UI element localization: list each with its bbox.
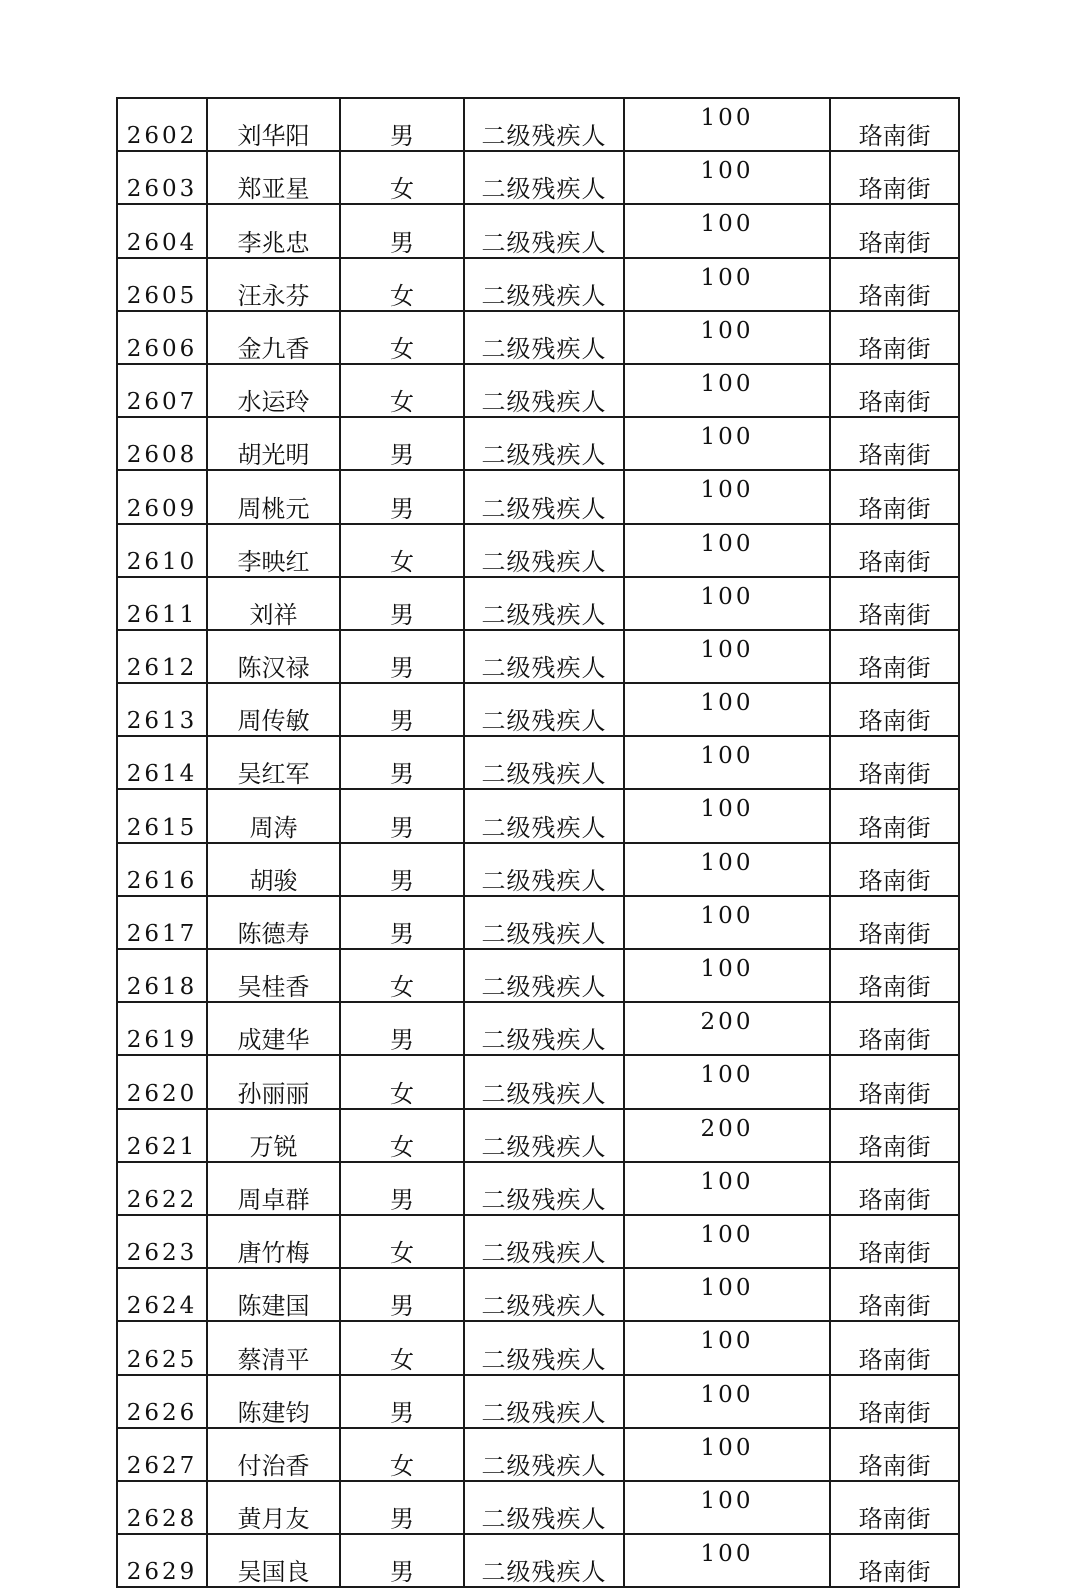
category-cell: 二级残疾人	[464, 311, 624, 364]
name-cell: 孙丽丽	[207, 1055, 340, 1108]
street-cell: 珞南街	[830, 1109, 959, 1162]
amount-cell: 100	[624, 1481, 830, 1534]
row-number-cell: 2622	[117, 1162, 207, 1215]
category-cell: 二级残疾人	[464, 1002, 624, 1055]
gender-cell: 女	[340, 258, 464, 311]
amount-cell: 100	[624, 1215, 830, 1268]
amount-cell: 100	[624, 736, 830, 789]
amount-cell: 100	[624, 577, 830, 630]
gender-cell: 男	[340, 683, 464, 736]
table-row	[117, 151, 959, 204]
category-cell: 二级残疾人	[464, 896, 624, 949]
category-cell: 二级残疾人	[464, 1109, 624, 1162]
table-row	[117, 1321, 959, 1374]
row-number-cell: 2616	[117, 843, 207, 896]
name-cell: 水运玲	[207, 364, 340, 417]
amount-cell: 100	[624, 258, 830, 311]
category-cell: 二级残疾人	[464, 470, 624, 523]
table-row	[117, 1055, 959, 1108]
category-cell: 二级残疾人	[464, 577, 624, 630]
row-number-cell: 2611	[117, 577, 207, 630]
gender-cell: 男	[340, 470, 464, 523]
name-cell: 李映红	[207, 524, 340, 577]
row-number-cell: 2618	[117, 949, 207, 1002]
gender-cell: 男	[340, 98, 464, 151]
gender-cell: 男	[340, 204, 464, 257]
amount-cell: 200	[624, 1002, 830, 1055]
name-cell: 胡光明	[207, 417, 340, 470]
row-number-cell: 2608	[117, 417, 207, 470]
name-cell: 吴国良	[207, 1534, 340, 1587]
row-number-cell: 2627	[117, 1428, 207, 1481]
row-number-cell: 2629	[117, 1534, 207, 1587]
name-cell: 郑亚星	[207, 151, 340, 204]
street-cell: 珞南街	[830, 577, 959, 630]
table-row	[117, 204, 959, 257]
amount-cell: 100	[624, 98, 830, 151]
row-number-cell: 2619	[117, 1002, 207, 1055]
amount-cell: 100	[624, 1534, 830, 1587]
category-cell: 二级残疾人	[464, 204, 624, 257]
row-number-cell: 2606	[117, 311, 207, 364]
table-row	[117, 896, 959, 949]
name-cell: 金九香	[207, 311, 340, 364]
row-number-cell: 2607	[117, 364, 207, 417]
street-cell: 珞南街	[830, 1268, 959, 1321]
name-cell: 汪永芬	[207, 258, 340, 311]
gender-cell: 女	[340, 151, 464, 204]
gender-cell: 男	[340, 577, 464, 630]
amount-cell: 100	[624, 151, 830, 204]
street-cell: 珞南街	[830, 204, 959, 257]
table-row	[117, 949, 959, 1002]
street-cell: 珞南街	[830, 683, 959, 736]
amount-cell: 100	[624, 949, 830, 1002]
row-number-cell: 2613	[117, 683, 207, 736]
gender-cell: 男	[340, 736, 464, 789]
table-row	[117, 736, 959, 789]
street-cell: 珞南街	[830, 630, 959, 683]
gender-cell: 女	[340, 1321, 464, 1374]
gender-cell: 男	[340, 1268, 464, 1321]
name-cell: 吴红军	[207, 736, 340, 789]
category-cell: 二级残疾人	[464, 1268, 624, 1321]
category-cell: 二级残疾人	[464, 417, 624, 470]
category-cell: 二级残疾人	[464, 630, 624, 683]
gender-cell: 女	[340, 311, 464, 364]
street-cell: 珞南街	[830, 470, 959, 523]
category-cell: 二级残疾人	[464, 843, 624, 896]
gender-cell: 女	[340, 1428, 464, 1481]
category-cell: 二级残疾人	[464, 949, 624, 1002]
name-cell: 刘祥	[207, 577, 340, 630]
table-row	[117, 1109, 959, 1162]
name-cell: 李兆忠	[207, 204, 340, 257]
street-cell: 珞南街	[830, 789, 959, 842]
row-number-cell: 2609	[117, 470, 207, 523]
street-cell: 珞南街	[830, 417, 959, 470]
gender-cell: 男	[340, 843, 464, 896]
category-cell: 二级残疾人	[464, 258, 624, 311]
row-number-cell: 2614	[117, 736, 207, 789]
name-cell: 付治香	[207, 1428, 340, 1481]
name-cell: 周涛	[207, 789, 340, 842]
row-number-cell: 2603	[117, 151, 207, 204]
street-cell: 珞南街	[830, 258, 959, 311]
name-cell: 陈汉禄	[207, 630, 340, 683]
gender-cell: 男	[340, 1375, 464, 1428]
street-cell: 珞南街	[830, 98, 959, 151]
table-row	[117, 470, 959, 523]
gender-cell: 男	[340, 896, 464, 949]
row-number-cell: 2625	[117, 1321, 207, 1374]
amount-cell: 200	[624, 1109, 830, 1162]
amount-cell: 100	[624, 843, 830, 896]
name-cell: 唐竹梅	[207, 1215, 340, 1268]
row-number-cell: 2620	[117, 1055, 207, 1108]
table-row	[117, 789, 959, 842]
amount-cell: 100	[624, 1321, 830, 1374]
amount-cell: 100	[624, 1428, 830, 1481]
street-cell: 珞南街	[830, 1162, 959, 1215]
amount-cell: 100	[624, 1375, 830, 1428]
table-row	[117, 683, 959, 736]
table-row	[117, 1215, 959, 1268]
table-row	[117, 1481, 959, 1534]
name-cell: 陈建国	[207, 1268, 340, 1321]
street-cell: 珞南街	[830, 364, 959, 417]
amount-cell: 100	[624, 364, 830, 417]
name-cell: 胡骏	[207, 843, 340, 896]
row-number-cell: 2628	[117, 1481, 207, 1534]
row-number-cell: 2624	[117, 1268, 207, 1321]
gender-cell: 男	[340, 417, 464, 470]
row-number-cell: 2605	[117, 258, 207, 311]
table-row	[117, 1375, 959, 1428]
amount-cell: 100	[624, 417, 830, 470]
gender-cell: 男	[340, 1481, 464, 1534]
gender-cell: 女	[340, 1055, 464, 1108]
name-cell: 蔡清平	[207, 1321, 340, 1374]
street-cell: 珞南街	[830, 843, 959, 896]
table-row	[117, 630, 959, 683]
row-number-cell: 2615	[117, 789, 207, 842]
name-cell: 吴桂香	[207, 949, 340, 1002]
name-cell: 刘华阳	[207, 98, 340, 151]
category-cell: 二级残疾人	[464, 1055, 624, 1108]
street-cell: 珞南街	[830, 311, 959, 364]
gender-cell: 男	[340, 789, 464, 842]
street-cell: 珞南街	[830, 1375, 959, 1428]
amount-cell: 100	[624, 896, 830, 949]
category-cell: 二级残疾人	[464, 1321, 624, 1374]
row-number-cell: 2626	[117, 1375, 207, 1428]
street-cell: 珞南街	[830, 1321, 959, 1374]
name-cell: 成建华	[207, 1002, 340, 1055]
row-number-cell: 2617	[117, 896, 207, 949]
roster-body	[117, 98, 959, 1587]
gender-cell: 女	[340, 949, 464, 1002]
category-cell: 二级残疾人	[464, 98, 624, 151]
category-cell: 二级残疾人	[464, 736, 624, 789]
table-row	[117, 524, 959, 577]
amount-cell: 100	[624, 683, 830, 736]
gender-cell: 男	[340, 630, 464, 683]
row-number-cell: 2623	[117, 1215, 207, 1268]
category-cell: 二级残疾人	[464, 524, 624, 577]
street-cell: 珞南街	[830, 151, 959, 204]
street-cell: 珞南街	[830, 1215, 959, 1268]
category-cell: 二级残疾人	[464, 1162, 624, 1215]
name-cell: 周卓群	[207, 1162, 340, 1215]
row-number-cell: 2604	[117, 204, 207, 257]
amount-cell: 100	[624, 311, 830, 364]
street-cell: 珞南街	[830, 1428, 959, 1481]
amount-cell: 100	[624, 524, 830, 577]
table-row	[117, 364, 959, 417]
category-cell: 二级残疾人	[464, 1215, 624, 1268]
name-cell: 陈建钧	[207, 1375, 340, 1428]
amount-cell: 100	[624, 204, 830, 257]
table-row	[117, 1268, 959, 1321]
category-cell: 二级残疾人	[464, 683, 624, 736]
row-number-cell: 2621	[117, 1109, 207, 1162]
row-number-cell: 2602	[117, 98, 207, 151]
gender-cell: 男	[340, 1162, 464, 1215]
amount-cell: 100	[624, 470, 830, 523]
street-cell: 珞南街	[830, 1534, 959, 1587]
category-cell: 二级残疾人	[464, 1534, 624, 1587]
gender-cell: 女	[340, 364, 464, 417]
table-row	[117, 577, 959, 630]
street-cell: 珞南街	[830, 1002, 959, 1055]
street-cell: 珞南街	[830, 524, 959, 577]
table-row	[117, 1534, 959, 1587]
table-row	[117, 1002, 959, 1055]
name-cell: 周桃元	[207, 470, 340, 523]
category-cell: 二级残疾人	[464, 789, 624, 842]
row-number-cell: 2612	[117, 630, 207, 683]
street-cell: 珞南街	[830, 736, 959, 789]
category-cell: 二级残疾人	[464, 1375, 624, 1428]
street-cell: 珞南街	[830, 1055, 959, 1108]
name-cell: 万锐	[207, 1109, 340, 1162]
gender-cell: 男	[340, 1002, 464, 1055]
gender-cell: 女	[340, 1109, 464, 1162]
row-number-cell: 2610	[117, 524, 207, 577]
category-cell: 二级残疾人	[464, 364, 624, 417]
table-row	[117, 258, 959, 311]
amount-cell: 100	[624, 630, 830, 683]
street-cell: 珞南街	[830, 949, 959, 1002]
table-row	[117, 417, 959, 470]
gender-cell: 女	[340, 1215, 464, 1268]
category-cell: 二级残疾人	[464, 151, 624, 204]
amount-cell: 100	[624, 1268, 830, 1321]
name-cell: 陈德寿	[207, 896, 340, 949]
name-cell: 周传敏	[207, 683, 340, 736]
category-cell: 二级残疾人	[464, 1428, 624, 1481]
amount-cell: 100	[624, 1162, 830, 1215]
name-cell: 黄月友	[207, 1481, 340, 1534]
roster-table	[116, 97, 960, 1588]
street-cell: 珞南街	[830, 896, 959, 949]
gender-cell: 女	[340, 524, 464, 577]
amount-cell: 100	[624, 1055, 830, 1108]
amount-cell: 100	[624, 789, 830, 842]
table-row	[117, 98, 959, 151]
category-cell: 二级残疾人	[464, 1481, 624, 1534]
table-row	[117, 843, 959, 896]
table-row	[117, 1162, 959, 1215]
table-row	[117, 1428, 959, 1481]
gender-cell: 男	[340, 1534, 464, 1587]
table-row	[117, 311, 959, 364]
street-cell: 珞南街	[830, 1481, 959, 1534]
